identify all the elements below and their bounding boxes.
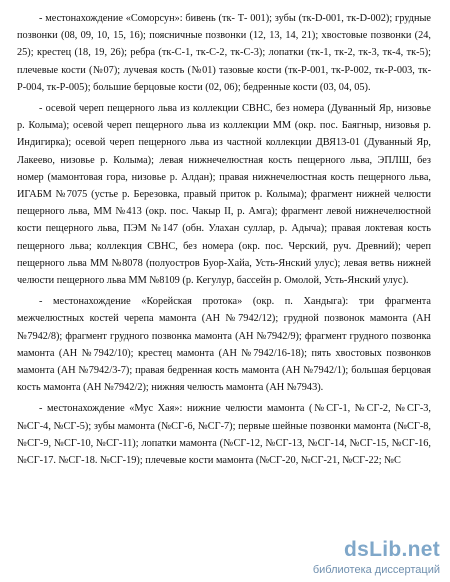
paragraph-somorsun: - местонахождение «Соморсун»: бивень (тк- Т- 001); зубы (тк-D-001, тк-D-002); грудные позвонки (08, 09, 10, 15, 16); поясничные позвонки (12, 13, 14, 21); хвостовые позвонки (24, 25); крестец (18, 19, 26); ребра (тк-С-1, тк-С-2, тк-С-3); лопатки (тк-1, тк-2, тк-3, тк-4, тк-5); плечевые кости (№07); лучевая кость (№01) тазовые кости (тк-Р-001, тк-Р-002, тк-Р-003, тк-Р-004, тк-Р-005); большие берцовые кости (02, 06); бедренные кости (03, 04, 05).	[17, 13, 431, 93]
watermark-logo: dsLib.net	[343, 538, 440, 561]
paragraph-cave-lion: - осевой череп пещерного льва из коллекции СВНС, без номера (Дуванный Яр, низовье р. Колыма); осевой череп пещерного льва из коллекции ММ (окр. пос. Баягныр, низовья р. Индигирка); осевой череп пещерного льва из частной коллекции ДВЯ13-01 (Дуванный Яр, Лакеево, низовье р. Колыма); левая нижнечелюстная кость пещерного льва, ЭПЛШ, без номер (мамонтовая гора, низовье р. Алдан); правая нижнечелюстная кость пещерного льва, ИГАБМ №7075 (устье р. Березовка, правый приток р. Колыма); фрагмент нижней челюсти пещерного льва, ММ №413 (окр. пос. Чакыр II, р. Амга); фрагмент левой нижнечелюстной кости пещерного льва, ПЭМ №147 (обн. Улахан суллар, р. Адыча); правая локтевая кость пещерного льва; коллекция СВНС, без номера (окр. пос. Черский, руч. Древний); череп пещерного льва ММ №8078 (полуостров Буор-Хайа, Усть-Янский улус); левая ветвь нижней челюсти пещерного льва ММ №8109 (р. Кегулур, бассейн р. Омолой, Усть-Янский улус).	[17, 103, 431, 287]
dslib-watermark	[304, 538, 444, 578]
watermark-caption: библиотека диссертаций	[312, 564, 440, 576]
document-page	[17, 10, 431, 473]
paragraph-koreyskaya-protoka: - местонахождение «Корейская протока» (окр. п. Хандыга): три фрагмента межчелюстных костей черепа мамонта (АН №7942/12); грудной позвонок мамонта (АН №7942/8); фрагмент грудного позвонка мамонта (АН №7942/9); фрагмент грудного позвонка мамонта (АН №7942/10); крестец мамонта (АН №7942/16-18); пять хвостовых позвонков мамонта (АН №7942/3-7); правая бедренная кость мамонта (АН №7942/1); большая берцовая кость мамонта (АН №7942/2); нижняя челюсть мамонта (АН №7943).	[17, 296, 431, 394]
paragraph-mus-khaya: - местонахождение «Мус Хая»: нижние челюсти мамонта (№СГ-1, №СГ-2, №СГ-3, №СГ-4, №СГ-5); зубы мамонта (№СГ-6, №СГ-7); первые шейные позвонки мамонта (№СГ-8, №СГ-9, №СГ-10, №СГ-11); лопатки мамонта (№СГ-12, №СГ-13, №СГ-14, №СГ-15, №СГ-16, №СГ-17. №СГ-18. №СГ-19); плечевые кости мамонта (№СГ-20, №СГ-21, №СГ-22; №С	[17, 403, 431, 467]
